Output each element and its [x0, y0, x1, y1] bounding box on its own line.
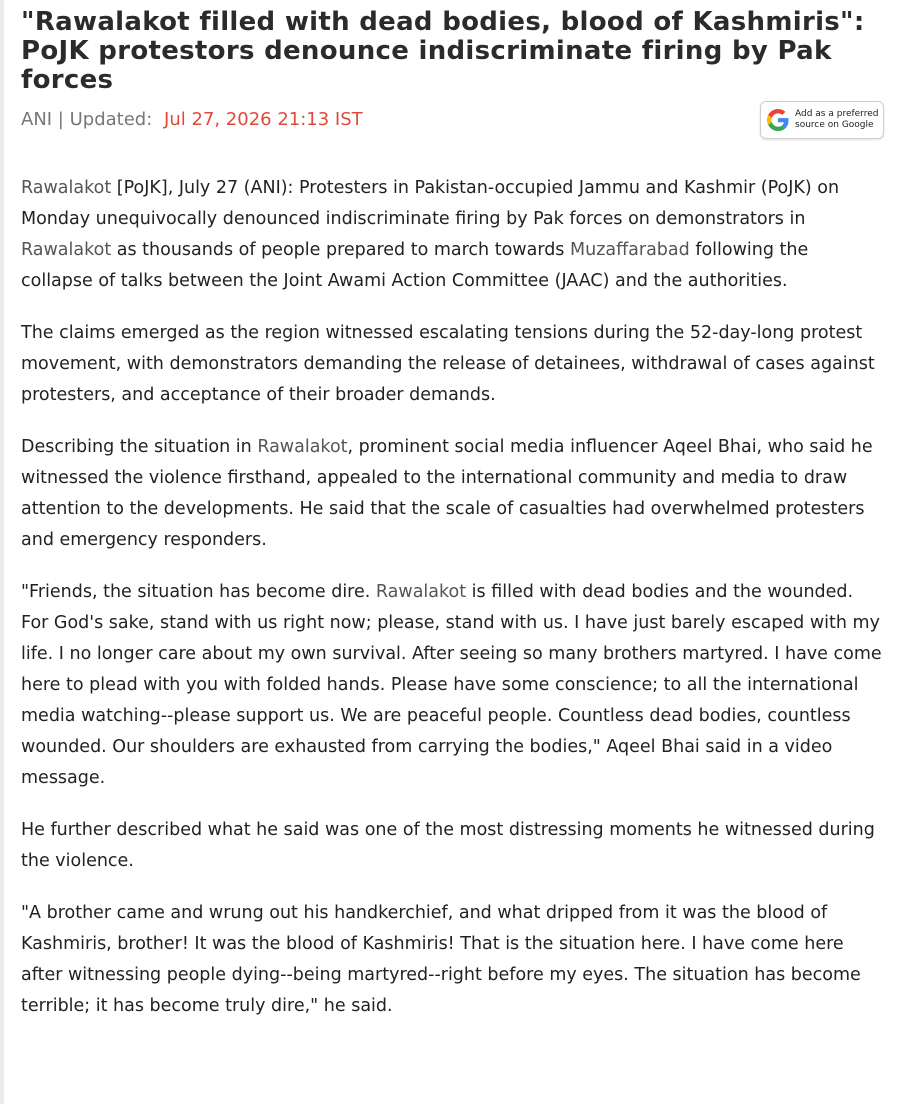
byline [21, 109, 363, 130]
article-paragraph [21, 318, 883, 411]
location-link[interactable]: Rawalakot [21, 178, 112, 198]
headline: "Rawalakot filled with dead bodies, blood of Kashmiris": PoJK protestors denounce indiscriminate firing by Pak forces [21, 7, 865, 95]
paragraph-text: is filled with dead bodies and the wounded. For God's sake, stand with us right now; please, stand with us. I have just barely escaped with my life. I no longer care about my own survival. After seeing so many brothers martyred. I have come here to plead with you with folded hands. Please have some conscience; to all the international media watching--please support us. We are peaceful people. Countless dead bodies, countless wounded. Our shoulders are exhausted from carrying the bodies," Aqeel Bhai said in a video message. [21, 582, 882, 788]
paragraph-text: as thousands of people prepared to march towards [111, 240, 570, 260]
paragraph-text: , prominent social media influencer Aqeel Bhai, who said he witnessed the violence firsthand, appealed to the international community and media to draw attention to the developments. He said that the scale of casualties had overwhelmed protesters and emergency responders. [21, 437, 873, 550]
meta-row [21, 99, 884, 145]
article-body [21, 173, 884, 1022]
location-link[interactable]: Rawalakot [375, 582, 467, 602]
location-link[interactable]: Rawalakot [21, 240, 112, 260]
add-preferred-source-label: Add as a preferred source on Google [795, 109, 879, 130]
article-paragraph [21, 173, 883, 297]
add-preferred-source-button[interactable] [760, 101, 884, 139]
article-paragraph [21, 898, 883, 1022]
location-link[interactable]: Muzaffarabad [570, 240, 690, 260]
paragraph-text: "A brother came and wrung out his handkerchief, and what dripped from it was the blood of Kashmiris, brother! It was the blood of Kashmiris! That is the situation here. I have come here after witnessing people dying--being martyred--right before my eyes. The situation has become terrible; it has become truly dire," he said. [21, 903, 861, 1016]
google-g-icon [767, 109, 789, 131]
paragraph-text: Describing the situation in [21, 437, 258, 457]
paragraph-text: He further described what he said was one of the most distressing moments he witnessed during the violence. [21, 820, 875, 871]
byline-date: Jul 27, 2026 21:13 IST [164, 109, 363, 130]
byline-source: ANI | Updated: [21, 109, 153, 130]
paragraph-text: [PoJK], July 27 (ANI): Protesters in Pakistan-occupied Jammu and Kashmir (PoJK) on Monday unequivocally denounced indiscriminate firing by Pak forces on demonstrators in [21, 178, 840, 229]
article-paragraph [21, 815, 883, 877]
paragraph-text: "Friends, the situation has become dire. [21, 582, 376, 602]
location-link[interactable]: Rawalakot [257, 437, 348, 457]
article-paragraph [21, 432, 883, 556]
article-paragraph [21, 577, 883, 794]
paragraph-text: The claims emerged as the region witnessed escalating tensions during the 52-day-long protest movement, with demonstrators demanding the release of detainees, withdrawal of cases against protesters, and acceptance of their broader demands. [21, 323, 875, 405]
paragraph-text: following the collapse of talks between the Joint Awami Action Committee (JAAC) and the authorities. [21, 240, 809, 291]
